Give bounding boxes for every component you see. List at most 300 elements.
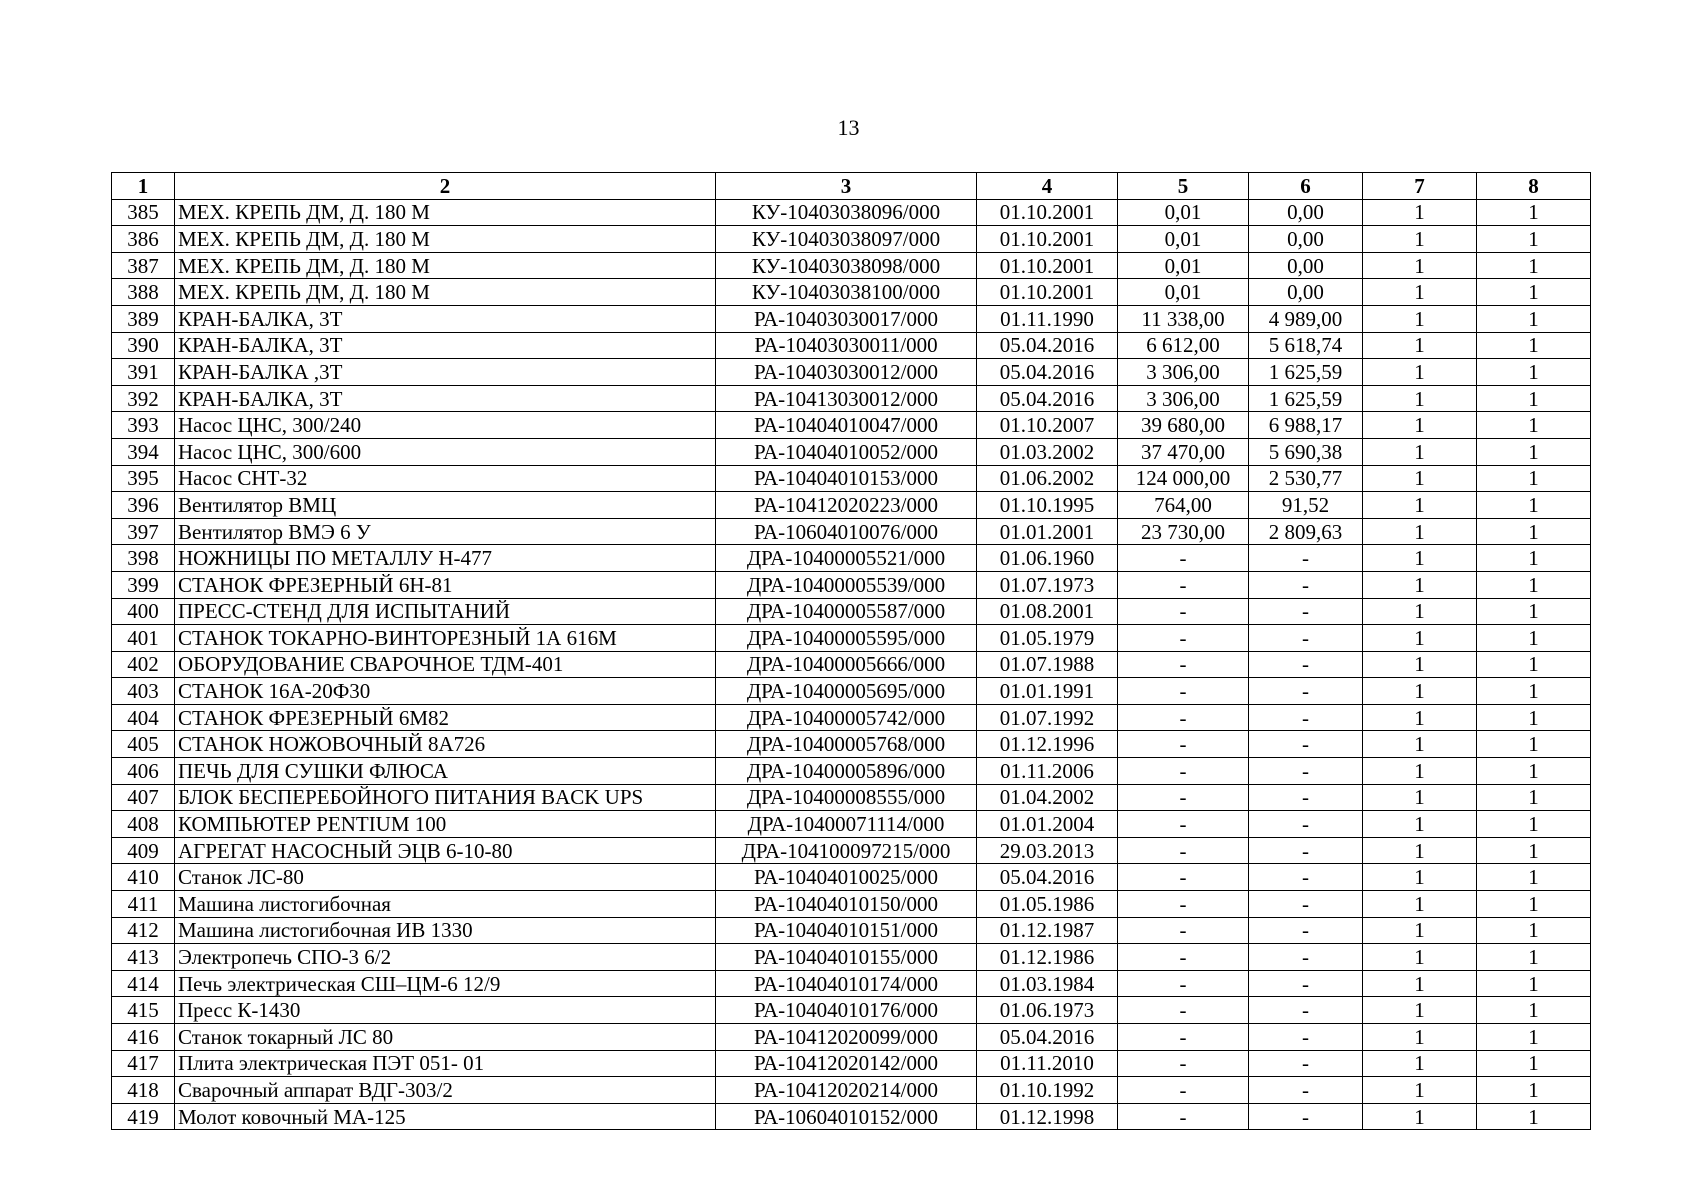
row-number-cell: 412 bbox=[112, 917, 175, 944]
col7-value-cell: 1 bbox=[1363, 252, 1477, 279]
col5-value-cell: - bbox=[1118, 571, 1249, 598]
date-cell: 01.10.2001 bbox=[977, 199, 1118, 226]
row-number-cell: 404 bbox=[112, 704, 175, 731]
col8-value-cell: 1 bbox=[1477, 891, 1591, 918]
inventory-code-cell: РА-10404010176/000 bbox=[716, 997, 977, 1024]
col6-value-cell: - bbox=[1249, 917, 1363, 944]
row-number-cell: 385 bbox=[112, 199, 175, 226]
item-name-cell: Печь электрическая СШ–ЦМ-6 12/9 bbox=[175, 970, 716, 997]
inventory-code-cell: ДРА-10400005521/000 bbox=[716, 545, 977, 572]
row-number-cell: 394 bbox=[112, 438, 175, 465]
col-header-8: 8 bbox=[1477, 173, 1591, 200]
table-row bbox=[112, 784, 1591, 811]
row-number-cell: 406 bbox=[112, 758, 175, 785]
col8-value-cell: 1 bbox=[1477, 997, 1591, 1024]
table-row bbox=[112, 864, 1591, 891]
col8-value-cell: 1 bbox=[1477, 438, 1591, 465]
row-number-cell: 414 bbox=[112, 970, 175, 997]
col7-value-cell: 1 bbox=[1363, 891, 1477, 918]
col7-value-cell: 1 bbox=[1363, 545, 1477, 572]
col5-value-cell: - bbox=[1118, 758, 1249, 785]
item-name-cell: СТАНОК ТОКАРНО-ВИНТОРЕЗНЫЙ 1А 616М bbox=[175, 625, 716, 652]
row-number-cell: 392 bbox=[112, 385, 175, 412]
row-number-cell: 402 bbox=[112, 651, 175, 678]
col7-value-cell: 1 bbox=[1363, 678, 1477, 705]
col7-value-cell: 1 bbox=[1363, 1103, 1477, 1130]
row-number-cell: 410 bbox=[112, 864, 175, 891]
date-cell: 01.07.1992 bbox=[977, 704, 1118, 731]
row-number-cell: 403 bbox=[112, 678, 175, 705]
inventory-table bbox=[111, 172, 1591, 1130]
inventory-code-cell: РА-10403030017/000 bbox=[716, 305, 977, 332]
inventory-code-cell: ДРА-10400008555/000 bbox=[716, 784, 977, 811]
col6-value-cell: - bbox=[1249, 678, 1363, 705]
col5-value-cell: 11 338,00 bbox=[1118, 305, 1249, 332]
col6-value-cell: 4 989,00 bbox=[1249, 305, 1363, 332]
col5-value-cell: - bbox=[1118, 545, 1249, 572]
col6-value-cell: - bbox=[1249, 571, 1363, 598]
inventory-code-cell: РА-10404010153/000 bbox=[716, 465, 977, 492]
col5-value-cell: - bbox=[1118, 944, 1249, 971]
col8-value-cell: 1 bbox=[1477, 279, 1591, 306]
item-name-cell: Машина листогибочная ИВ 1330 bbox=[175, 917, 716, 944]
row-number-cell: 397 bbox=[112, 518, 175, 545]
col6-value-cell: 5 618,74 bbox=[1249, 332, 1363, 359]
col6-value-cell: 91,52 bbox=[1249, 492, 1363, 519]
date-cell: 01.07.1988 bbox=[977, 651, 1118, 678]
date-cell: 01.11.1990 bbox=[977, 305, 1118, 332]
col8-value-cell: 1 bbox=[1477, 625, 1591, 652]
item-name-cell: ПЕЧЬ ДЛЯ СУШКИ ФЛЮСА bbox=[175, 758, 716, 785]
table-body bbox=[112, 199, 1591, 1130]
col5-value-cell: 3 306,00 bbox=[1118, 385, 1249, 412]
col-header-5: 5 bbox=[1118, 173, 1249, 200]
item-name-cell: СТАНОК НОЖОВОЧНЫЙ 8А726 bbox=[175, 731, 716, 758]
inventory-code-cell: РА-10404010047/000 bbox=[716, 412, 977, 439]
col5-value-cell: - bbox=[1118, 784, 1249, 811]
table-row bbox=[112, 837, 1591, 864]
col8-value-cell: 1 bbox=[1477, 784, 1591, 811]
inventory-code-cell: РА-10413030012/000 bbox=[716, 385, 977, 412]
date-cell: 01.12.1996 bbox=[977, 731, 1118, 758]
row-number-cell: 399 bbox=[112, 571, 175, 598]
col6-value-cell: - bbox=[1249, 758, 1363, 785]
date-cell: 01.01.1991 bbox=[977, 678, 1118, 705]
col6-value-cell: 6 988,17 bbox=[1249, 412, 1363, 439]
inventory-code-cell: РА-10412020223/000 bbox=[716, 492, 977, 519]
table-row bbox=[112, 518, 1591, 545]
col6-value-cell: - bbox=[1249, 1050, 1363, 1077]
col5-value-cell: 0,01 bbox=[1118, 199, 1249, 226]
col5-value-cell: 3 306,00 bbox=[1118, 359, 1249, 386]
col6-value-cell: - bbox=[1249, 651, 1363, 678]
col-header-6: 6 bbox=[1249, 173, 1363, 200]
col8-value-cell: 1 bbox=[1477, 518, 1591, 545]
table-row bbox=[112, 359, 1591, 386]
col6-value-cell: - bbox=[1249, 704, 1363, 731]
col8-value-cell: 1 bbox=[1477, 465, 1591, 492]
col5-value-cell: 23 730,00 bbox=[1118, 518, 1249, 545]
table-row bbox=[112, 279, 1591, 306]
table-row bbox=[112, 678, 1591, 705]
col5-value-cell: 6 612,00 bbox=[1118, 332, 1249, 359]
date-cell: 01.06.1973 bbox=[977, 997, 1118, 1024]
col7-value-cell: 1 bbox=[1363, 305, 1477, 332]
page-number: 13 bbox=[837, 115, 860, 140]
header-row bbox=[112, 173, 1591, 200]
row-number-cell: 390 bbox=[112, 332, 175, 359]
col5-value-cell: - bbox=[1118, 1024, 1249, 1051]
col8-value-cell: 1 bbox=[1477, 305, 1591, 332]
col8-value-cell: 1 bbox=[1477, 252, 1591, 279]
table-row bbox=[112, 252, 1591, 279]
row-number-cell: 386 bbox=[112, 226, 175, 253]
item-name-cell: МЕХ. КРЕПЬ ДМ, Д. 180 М bbox=[175, 199, 716, 226]
col8-value-cell: 1 bbox=[1477, 917, 1591, 944]
col5-value-cell: - bbox=[1118, 625, 1249, 652]
col7-value-cell: 1 bbox=[1363, 492, 1477, 519]
col8-value-cell: 1 bbox=[1477, 385, 1591, 412]
inventory-code-cell: РА-10404010151/000 bbox=[716, 917, 977, 944]
col7-value-cell: 1 bbox=[1363, 970, 1477, 997]
inventory-code-cell: ДРА-104100097215/000 bbox=[716, 837, 977, 864]
col5-value-cell: - bbox=[1118, 704, 1249, 731]
date-cell: 01.10.1992 bbox=[977, 1077, 1118, 1104]
table-row bbox=[112, 970, 1591, 997]
col5-value-cell: 39 680,00 bbox=[1118, 412, 1249, 439]
table-row bbox=[112, 598, 1591, 625]
col5-value-cell: - bbox=[1118, 837, 1249, 864]
item-name-cell: КРАН-БАЛКА, 3Т bbox=[175, 332, 716, 359]
item-name-cell: Вентилятор ВМЭ 6 У bbox=[175, 518, 716, 545]
inventory-code-cell: ДРА-10400005695/000 bbox=[716, 678, 977, 705]
item-name-cell: Электропечь СПО-3 6/2 bbox=[175, 944, 716, 971]
inventory-code-cell: РА-10604010152/000 bbox=[716, 1103, 977, 1130]
inventory-code-cell: ДРА-10400005539/000 bbox=[716, 571, 977, 598]
inventory-code-cell: РА-10404010150/000 bbox=[716, 891, 977, 918]
row-number-cell: 416 bbox=[112, 1024, 175, 1051]
row-number-cell: 393 bbox=[112, 412, 175, 439]
col7-value-cell: 1 bbox=[1363, 518, 1477, 545]
inventory-code-cell: РА-10403030012/000 bbox=[716, 359, 977, 386]
col5-value-cell: - bbox=[1118, 598, 1249, 625]
item-name-cell: БЛОК БЕСПЕРЕБОЙНОГО ПИТАНИЯ BACK UPS bbox=[175, 784, 716, 811]
col-header-4: 4 bbox=[977, 173, 1118, 200]
col7-value-cell: 1 bbox=[1363, 571, 1477, 598]
date-cell: 01.10.1995 bbox=[977, 492, 1118, 519]
date-cell: 01.12.1998 bbox=[977, 1103, 1118, 1130]
col7-value-cell: 1 bbox=[1363, 1077, 1477, 1104]
item-name-cell: Молот ковочный МА-125 bbox=[175, 1103, 716, 1130]
table-row bbox=[112, 625, 1591, 652]
table-row bbox=[112, 917, 1591, 944]
col8-value-cell: 1 bbox=[1477, 492, 1591, 519]
col6-value-cell: - bbox=[1249, 545, 1363, 572]
col7-value-cell: 1 bbox=[1363, 731, 1477, 758]
inventory-code-cell: РА-10412020142/000 bbox=[716, 1050, 977, 1077]
item-name-cell: МЕХ. КРЕПЬ ДМ, Д. 180 М bbox=[175, 252, 716, 279]
table-row bbox=[112, 811, 1591, 838]
col6-value-cell: - bbox=[1249, 997, 1363, 1024]
table-row bbox=[112, 704, 1591, 731]
date-cell: 01.03.1984 bbox=[977, 970, 1118, 997]
inventory-code-cell: ДРА-10400005768/000 bbox=[716, 731, 977, 758]
col5-value-cell: - bbox=[1118, 997, 1249, 1024]
col8-value-cell: 1 bbox=[1477, 359, 1591, 386]
col5-value-cell: - bbox=[1118, 811, 1249, 838]
table-row bbox=[112, 385, 1591, 412]
table-row bbox=[112, 305, 1591, 332]
col6-value-cell: - bbox=[1249, 891, 1363, 918]
col8-value-cell: 1 bbox=[1477, 1050, 1591, 1077]
row-number-cell: 419 bbox=[112, 1103, 175, 1130]
col8-value-cell: 1 bbox=[1477, 332, 1591, 359]
item-name-cell: КРАН-БАЛКА, 3Т bbox=[175, 385, 716, 412]
date-cell: 05.04.2016 bbox=[977, 332, 1118, 359]
inventory-code-cell: КУ-10403038100/000 bbox=[716, 279, 977, 306]
col7-value-cell: 1 bbox=[1363, 412, 1477, 439]
item-name-cell: ОБОРУДОВАНИЕ СВАРОЧНОЕ ТДМ-401 bbox=[175, 651, 716, 678]
col7-value-cell: 1 bbox=[1363, 279, 1477, 306]
table-row bbox=[112, 758, 1591, 785]
date-cell: 01.10.2007 bbox=[977, 412, 1118, 439]
col7-value-cell: 1 bbox=[1363, 1050, 1477, 1077]
col7-value-cell: 1 bbox=[1363, 625, 1477, 652]
col-header-2: 2 bbox=[175, 173, 716, 200]
col5-value-cell: 0,01 bbox=[1118, 252, 1249, 279]
row-number-cell: 387 bbox=[112, 252, 175, 279]
item-name-cell: Станок ЛС-80 bbox=[175, 864, 716, 891]
inventory-code-cell: КУ-10403038098/000 bbox=[716, 252, 977, 279]
col8-value-cell: 1 bbox=[1477, 758, 1591, 785]
row-number-cell: 408 bbox=[112, 811, 175, 838]
col6-value-cell: 0,00 bbox=[1249, 226, 1363, 253]
col6-value-cell: - bbox=[1249, 1024, 1363, 1051]
col8-value-cell: 1 bbox=[1477, 678, 1591, 705]
date-cell: 01.04.2002 bbox=[977, 784, 1118, 811]
item-name-cell: Машина листогибочная bbox=[175, 891, 716, 918]
item-name-cell: Пресс К-1430 bbox=[175, 997, 716, 1024]
col5-value-cell: - bbox=[1118, 1077, 1249, 1104]
col5-value-cell: - bbox=[1118, 651, 1249, 678]
inventory-code-cell: РА-10404010025/000 bbox=[716, 864, 977, 891]
col6-value-cell: - bbox=[1249, 598, 1363, 625]
table-row bbox=[112, 1077, 1591, 1104]
col5-value-cell: - bbox=[1118, 678, 1249, 705]
col7-value-cell: 1 bbox=[1363, 438, 1477, 465]
col6-value-cell: 0,00 bbox=[1249, 279, 1363, 306]
col8-value-cell: 1 bbox=[1477, 811, 1591, 838]
date-cell: 01.07.1973 bbox=[977, 571, 1118, 598]
date-cell: 01.06.1960 bbox=[977, 545, 1118, 572]
date-cell: 01.05.1986 bbox=[977, 891, 1118, 918]
inventory-code-cell: КУ-10403038097/000 bbox=[716, 226, 977, 253]
col8-value-cell: 1 bbox=[1477, 970, 1591, 997]
row-number-cell: 411 bbox=[112, 891, 175, 918]
col7-value-cell: 1 bbox=[1363, 811, 1477, 838]
inventory-code-cell: РА-10412020099/000 bbox=[716, 1024, 977, 1051]
col8-value-cell: 1 bbox=[1477, 1077, 1591, 1104]
inventory-code-cell: РА-10404010052/000 bbox=[716, 438, 977, 465]
row-number-cell: 413 bbox=[112, 944, 175, 971]
col7-value-cell: 1 bbox=[1363, 199, 1477, 226]
col8-value-cell: 1 bbox=[1477, 598, 1591, 625]
col8-value-cell: 1 bbox=[1477, 1103, 1591, 1130]
inventory-code-cell: ДРА-10400005742/000 bbox=[716, 704, 977, 731]
inventory-code-cell: ДРА-10400005587/000 bbox=[716, 598, 977, 625]
row-number-cell: 409 bbox=[112, 837, 175, 864]
inventory-code-cell: КУ-10403038096/000 bbox=[716, 199, 977, 226]
date-cell: 29.03.2013 bbox=[977, 837, 1118, 864]
item-name-cell: ПРЕСС-СТЕНД ДЛЯ ИСПЫТАНИЙ bbox=[175, 598, 716, 625]
row-number-cell: 401 bbox=[112, 625, 175, 652]
col8-value-cell: 1 bbox=[1477, 864, 1591, 891]
col7-value-cell: 1 bbox=[1363, 1024, 1477, 1051]
item-name-cell: КОМПЬЮТЕР PENTIUM 100 bbox=[175, 811, 716, 838]
table-row bbox=[112, 199, 1591, 226]
col-header-3: 3 bbox=[716, 173, 977, 200]
col5-value-cell: - bbox=[1118, 917, 1249, 944]
col5-value-cell: - bbox=[1118, 731, 1249, 758]
col5-value-cell: - bbox=[1118, 1103, 1249, 1130]
row-number-cell: 417 bbox=[112, 1050, 175, 1077]
col7-value-cell: 1 bbox=[1363, 837, 1477, 864]
col6-value-cell: - bbox=[1249, 1077, 1363, 1104]
item-name-cell: Сварочный аппарат ВДГ-303/2 bbox=[175, 1077, 716, 1104]
item-name-cell: СТАНОК ФРЕЗЕРНЫЙ 6М82 bbox=[175, 704, 716, 731]
item-name-cell: Насос ЦНС, 300/240 bbox=[175, 412, 716, 439]
item-name-cell: КРАН-БАЛКА ,3Т bbox=[175, 359, 716, 386]
date-cell: 01.06.2002 bbox=[977, 465, 1118, 492]
item-name-cell: НОЖНИЦЫ ПО МЕТАЛЛУ Н-477 bbox=[175, 545, 716, 572]
col6-value-cell: - bbox=[1249, 1103, 1363, 1130]
row-number-cell: 400 bbox=[112, 598, 175, 625]
date-cell: 01.01.2004 bbox=[977, 811, 1118, 838]
col6-value-cell: - bbox=[1249, 784, 1363, 811]
item-name-cell: СТАНОК ФРЕЗЕРНЫЙ 6Н-81 bbox=[175, 571, 716, 598]
inventory-code-cell: РА-10404010174/000 bbox=[716, 970, 977, 997]
row-number-cell: 418 bbox=[112, 1077, 175, 1104]
row-number-cell: 391 bbox=[112, 359, 175, 386]
col7-value-cell: 1 bbox=[1363, 332, 1477, 359]
col7-value-cell: 1 bbox=[1363, 465, 1477, 492]
col7-value-cell: 1 bbox=[1363, 704, 1477, 731]
col5-value-cell: - bbox=[1118, 891, 1249, 918]
table-row bbox=[112, 438, 1591, 465]
table-row bbox=[112, 731, 1591, 758]
inventory-code-cell: ДРА-10400071114/000 bbox=[716, 811, 977, 838]
col6-value-cell: - bbox=[1249, 837, 1363, 864]
col7-value-cell: 1 bbox=[1363, 864, 1477, 891]
col6-value-cell: - bbox=[1249, 864, 1363, 891]
col7-value-cell: 1 bbox=[1363, 598, 1477, 625]
date-cell: 01.11.2006 bbox=[977, 758, 1118, 785]
item-name-cell: Плита электрическая ПЭТ 051- 01 bbox=[175, 1050, 716, 1077]
col5-value-cell: 124 000,00 bbox=[1118, 465, 1249, 492]
table-row bbox=[112, 465, 1591, 492]
col6-value-cell: - bbox=[1249, 811, 1363, 838]
table-row bbox=[112, 1050, 1591, 1077]
col6-value-cell: 2 809,63 bbox=[1249, 518, 1363, 545]
date-cell: 01.03.2002 bbox=[977, 438, 1118, 465]
date-cell: 01.12.1987 bbox=[977, 917, 1118, 944]
col5-value-cell: 0,01 bbox=[1118, 279, 1249, 306]
date-cell: 01.08.2001 bbox=[977, 598, 1118, 625]
col7-value-cell: 1 bbox=[1363, 758, 1477, 785]
col6-value-cell: - bbox=[1249, 625, 1363, 652]
col5-value-cell: 764,00 bbox=[1118, 492, 1249, 519]
item-name-cell: Станок токарный ЛС 80 bbox=[175, 1024, 716, 1051]
inventory-code-cell: РА-10403030011/000 bbox=[716, 332, 977, 359]
row-number-cell: 407 bbox=[112, 784, 175, 811]
row-number-cell: 398 bbox=[112, 545, 175, 572]
col8-value-cell: 1 bbox=[1477, 704, 1591, 731]
col8-value-cell: 1 bbox=[1477, 944, 1591, 971]
col7-value-cell: 1 bbox=[1363, 385, 1477, 412]
col5-value-cell: 0,01 bbox=[1118, 226, 1249, 253]
item-name-cell: СТАНОК 16А-20Ф30 bbox=[175, 678, 716, 705]
col8-value-cell: 1 bbox=[1477, 651, 1591, 678]
col8-value-cell: 1 bbox=[1477, 731, 1591, 758]
col6-value-cell: 1 625,59 bbox=[1249, 385, 1363, 412]
row-number-cell: 415 bbox=[112, 997, 175, 1024]
col5-value-cell: 37 470,00 bbox=[1118, 438, 1249, 465]
date-cell: 01.11.2010 bbox=[977, 1050, 1118, 1077]
table-row bbox=[112, 891, 1591, 918]
col8-value-cell: 1 bbox=[1477, 199, 1591, 226]
col7-value-cell: 1 bbox=[1363, 997, 1477, 1024]
table-row bbox=[112, 545, 1591, 572]
date-cell: 01.10.2001 bbox=[977, 279, 1118, 306]
col6-value-cell: 0,00 bbox=[1249, 199, 1363, 226]
table-row bbox=[112, 997, 1591, 1024]
date-cell: 05.04.2016 bbox=[977, 359, 1118, 386]
date-cell: 05.04.2016 bbox=[977, 864, 1118, 891]
col8-value-cell: 1 bbox=[1477, 571, 1591, 598]
item-name-cell: Насос ЦНС, 300/600 bbox=[175, 438, 716, 465]
col7-value-cell: 1 bbox=[1363, 917, 1477, 944]
table-row bbox=[112, 1024, 1591, 1051]
col6-value-cell: - bbox=[1249, 731, 1363, 758]
col6-value-cell: 2 530,77 bbox=[1249, 465, 1363, 492]
item-name-cell: Насос СНТ-32 bbox=[175, 465, 716, 492]
col-header-1: 1 bbox=[112, 173, 175, 200]
date-cell: 01.05.1979 bbox=[977, 625, 1118, 652]
row-number-cell: 395 bbox=[112, 465, 175, 492]
inventory-code-cell: РА-10604010076/000 bbox=[716, 518, 977, 545]
item-name-cell: МЕХ. КРЕПЬ ДМ, Д. 180 М bbox=[175, 226, 716, 253]
item-name-cell: Вентилятор ВМЦ bbox=[175, 492, 716, 519]
col7-value-cell: 1 bbox=[1363, 944, 1477, 971]
date-cell: 05.04.2016 bbox=[977, 1024, 1118, 1051]
col6-value-cell: 5 690,38 bbox=[1249, 438, 1363, 465]
inventory-code-cell: ДРА-10400005896/000 bbox=[716, 758, 977, 785]
item-name-cell: КРАН-БАЛКА, 3Т bbox=[175, 305, 716, 332]
inventory-code-cell: РА-10412020214/000 bbox=[716, 1077, 977, 1104]
row-number-cell: 396 bbox=[112, 492, 175, 519]
col8-value-cell: 1 bbox=[1477, 1024, 1591, 1051]
table-row bbox=[112, 651, 1591, 678]
col8-value-cell: 1 bbox=[1477, 412, 1591, 439]
col-header-7: 7 bbox=[1363, 173, 1477, 200]
col5-value-cell: - bbox=[1118, 1050, 1249, 1077]
item-name-cell: АГРЕГАТ НАСОСНЫЙ ЭЦВ 6-10-80 bbox=[175, 837, 716, 864]
table-row bbox=[112, 332, 1591, 359]
col7-value-cell: 1 bbox=[1363, 226, 1477, 253]
row-number-cell: 389 bbox=[112, 305, 175, 332]
item-name-cell: МЕХ. КРЕПЬ ДМ, Д. 180 М bbox=[175, 279, 716, 306]
table-row bbox=[112, 492, 1591, 519]
